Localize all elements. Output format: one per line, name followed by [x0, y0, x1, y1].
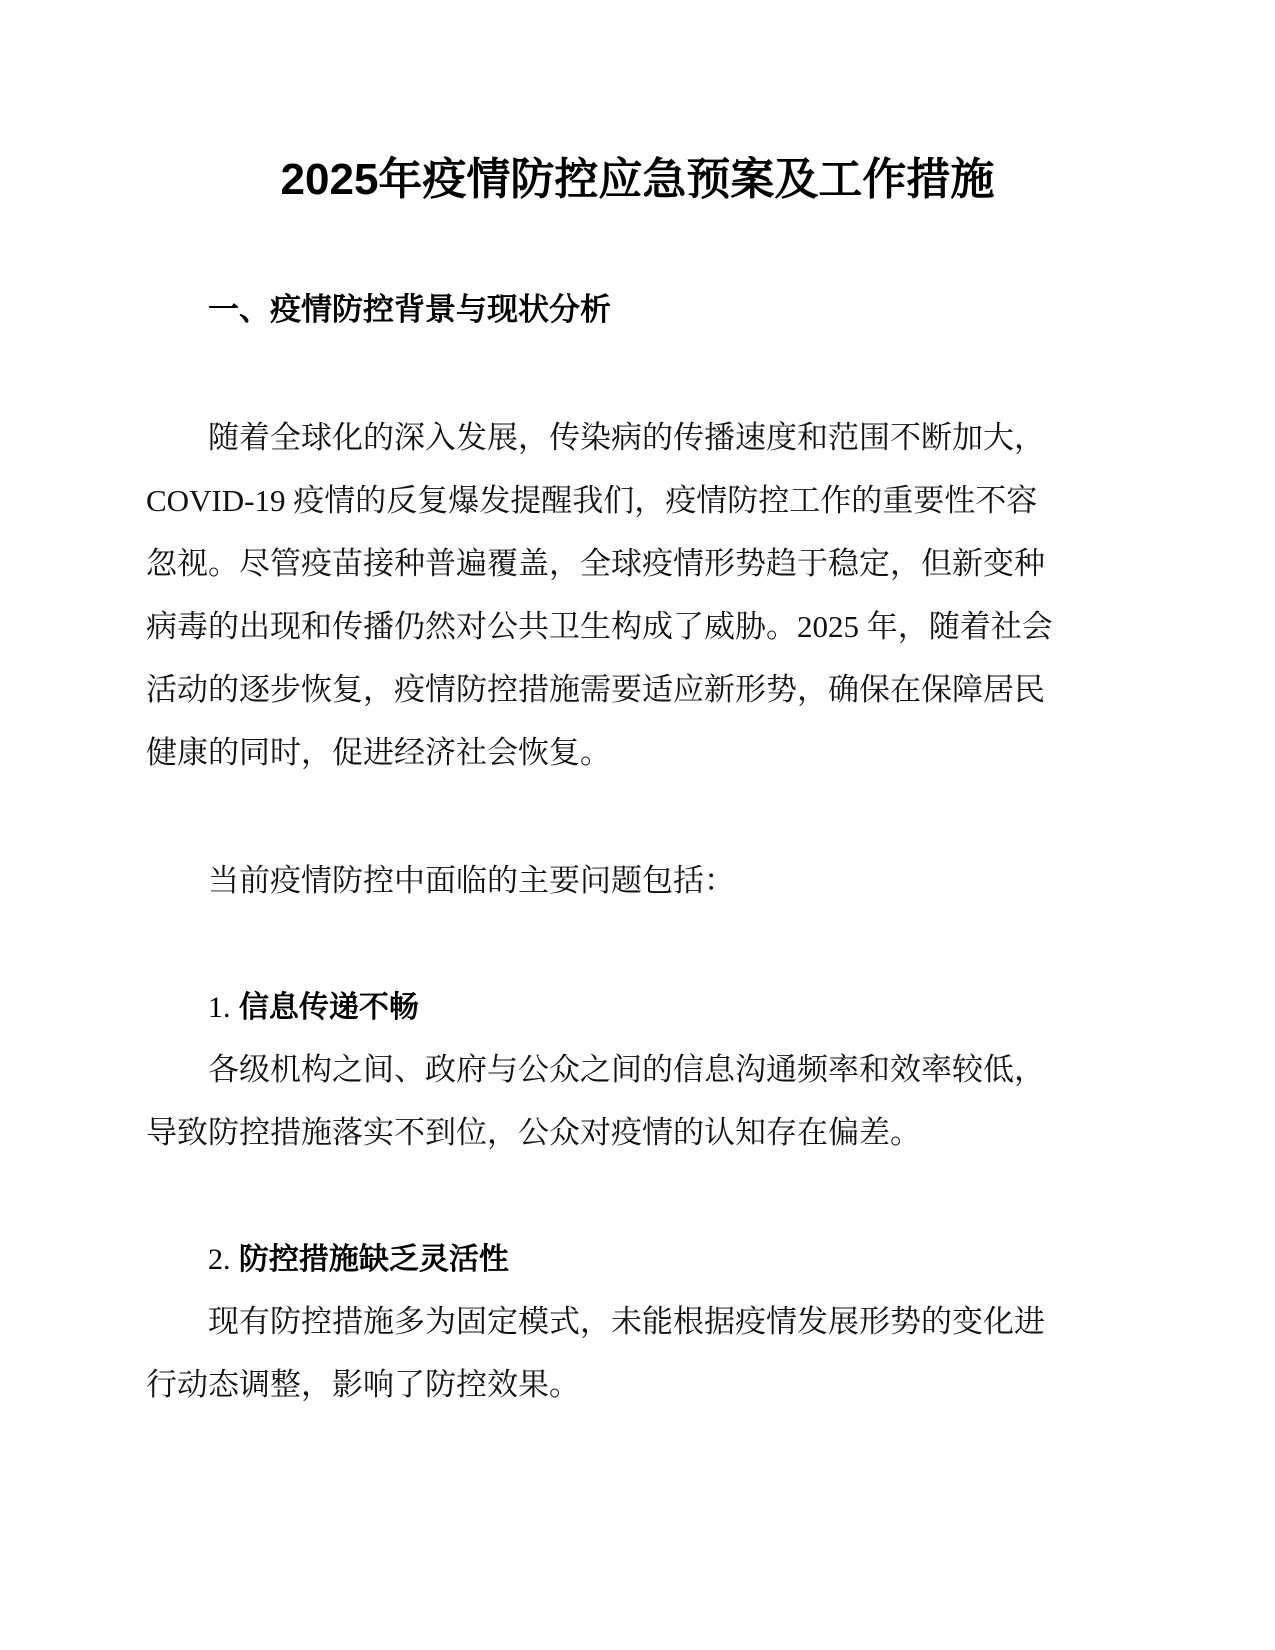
issue-number: 1.: [208, 991, 231, 1024]
issue-description-line: 导致防控措施落实不到位，公众对疫情的认知存在偏差。: [146, 1115, 921, 1150]
paragraph-line: 病毒的出现和传播仍然对公共卫生构成了威胁。2025 年，随着社会: [146, 609, 1053, 644]
issue-title: 信息传递不畅: [238, 991, 419, 1024]
issue-title: 防控措施缺乏灵活性: [238, 1243, 509, 1276]
paragraph-line: COVID-19 疫情的反复爆发提醒我们，疫情防控工作的重要性不容: [146, 483, 1038, 518]
issue-description-line: 现有防控措施多为固定模式，未能根据疫情发展形势的变化进: [208, 1304, 1045, 1339]
paragraph-line: 随着全球化的深入发展，传染病的传播速度和范围不断加大，: [208, 420, 1045, 455]
issue-number: 2.: [208, 1243, 231, 1276]
section-heading: 一、疫情防控背景与现状分析: [208, 292, 611, 327]
issue-description-line: 行动态调整，影响了防控效果。: [146, 1367, 580, 1402]
paragraph-line: 活动的逐步恢复，疫情防控措施需要适应新形势，确保在保障居民: [146, 672, 1045, 707]
issue-heading-2: [208, 1238, 509, 1282]
issue-heading-1: [208, 986, 419, 1030]
paragraph-line: 忽视。尽管疫苗接种普遍覆盖，全球疫情形势趋于稳定，但新变种: [146, 546, 1045, 581]
document-title: 2025年疫情防控应急预案及工作措施: [280, 155, 995, 204]
paragraph-line: 健康的同时，促进经济社会恢复。: [146, 735, 611, 770]
issue-description-line: 各级机构之间、政府与公众之间的信息沟通频率和效率较低，: [208, 1052, 1045, 1087]
issues-intro: 当前疫情防控中面临的主要问题包括：: [208, 863, 735, 898]
